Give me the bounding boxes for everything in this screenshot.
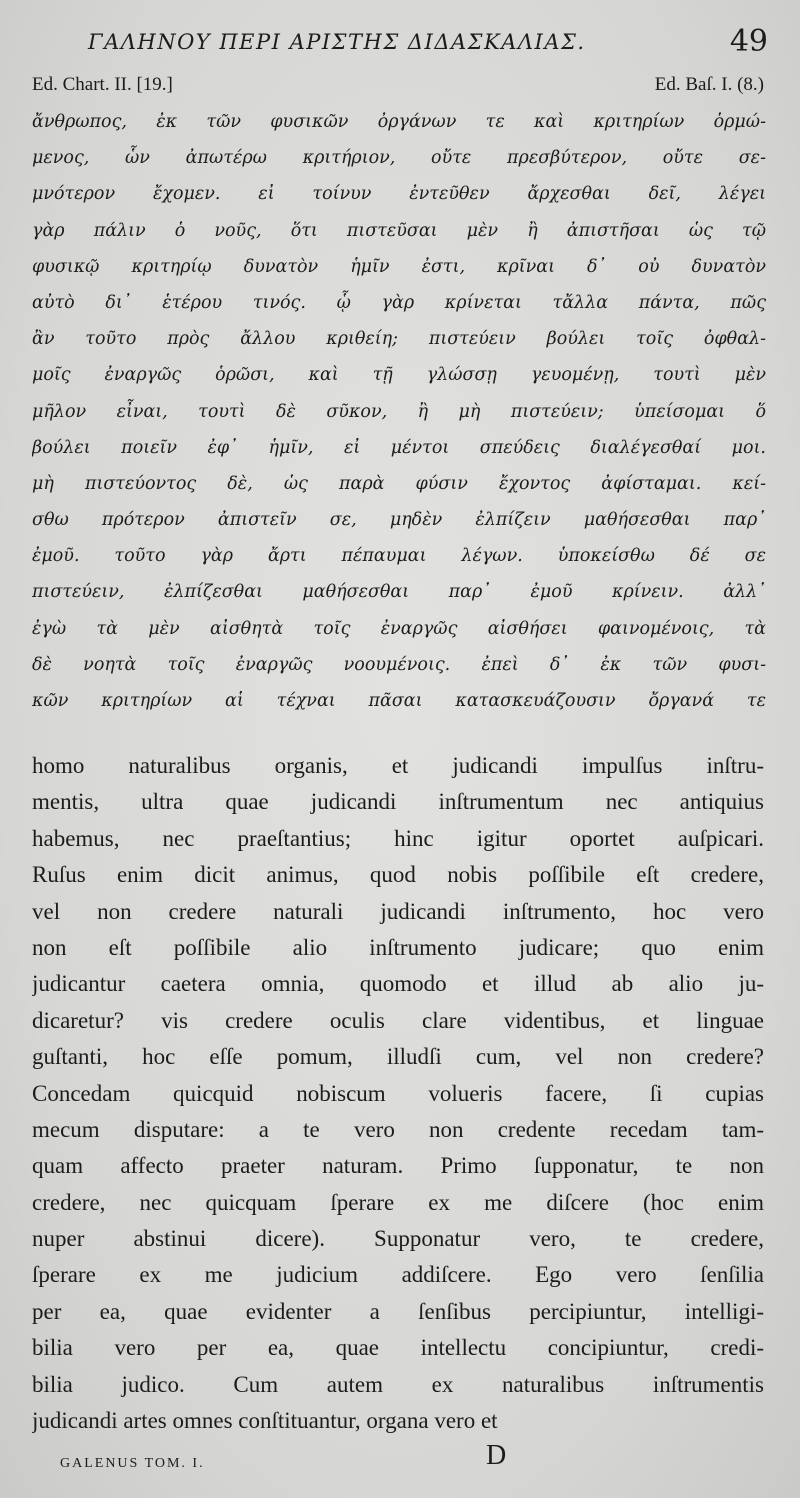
printer-signature-mark: D <box>486 1440 507 1471</box>
latin-text-line: bilia vero per ea, quae intellectu concipiuntur, credi- <box>32 1335 764 1361</box>
greek-text-line: κῶν κριτηρίων αἱ τέχναι πᾶσαι κατασκευάζουσιν ὄργανά τε <box>32 691 766 711</box>
latin-text-line: nuper abstinui dicere). Supponatur vero, te credere, <box>32 1226 764 1252</box>
greek-text-line: μενος, ὧν ἀπωτέρω κριτήριον, οὔτε πρεσβύτερον, οὔτε σε- <box>32 148 766 169</box>
latin-text-line: dicaretur? vis credere oculis clare videntibus, et linguae <box>32 1007 764 1033</box>
greek-text-line: μνότερον ἔχομεν. εἰ τοίνυν ἐντεῦθεν ἄρχεσθαι δεῖ, λέγει <box>32 184 766 205</box>
greek-text-line: ἐγὼ τὰ μὲν αἰσθητὰ τοῖς ἐναργῶς αἰσθήσει φαινομένοις, τὰ <box>32 618 766 639</box>
greek-text-block <box>32 104 766 719</box>
latin-text-line: Ruſus enim dicit animus, quod nobis poſſibile eſt credere, <box>32 862 764 888</box>
latin-text-line: ſperare ex me judicium addiſcere. Ego vero ſenſilia <box>32 1262 764 1288</box>
greek-text-line: ἂν τοῦτο πρὸς ἄλλου κριθείη; πιστεύειν βούλει τοῖς ὀφθαλ- <box>32 329 766 350</box>
greek-text-line: φυσικῷ κριτηρίῳ δυνατὸν ἡμῖν ἐστι, κρῖναι δ᾽ οὐ δυνατὸν <box>32 256 766 277</box>
latin-text-line: quam affecto praeter naturam. Primo ſupponatur, te non <box>32 1153 764 1179</box>
greek-text-line: πιστεύειν, ἐλπίζεσθαι μαθήσεσθαι παρ᾽ ἐμοῦ κρίνειν. ἀλλ᾽ <box>32 582 766 603</box>
latin-text-line: vel non credere naturali judicandi inſtrumento, hoc vero <box>32 898 764 924</box>
latin-text-line: non eſt poſſibile alio inſtrumento judicare; quo enim <box>32 934 764 960</box>
latin-text-line: Concedam quicquid nobiscum volueris facere, ſi cupias <box>32 1080 764 1106</box>
latin-text-line: mecum disputare: a te vero non credente recedam tam- <box>32 1116 764 1142</box>
edition-reference-right: Ed. Baſ. I. (8.) <box>654 74 764 95</box>
greek-text-line: σθω πρότερον ἀπιστεῖν σε, μηδὲν ἐλπίζειν μαθήσεσθαι παρ᾽ <box>32 510 766 531</box>
greek-text-line: αὐτὸ δι᾽ ἑτέρου τινός. ᾧ γὰρ κρίνεται τἄλλα πάντα, πῶς <box>32 292 766 313</box>
latin-text-line: bilia judico. Cum autem ex naturalibus inſtrumentis <box>32 1371 764 1397</box>
latin-text-line: judicantur caetera omnia, quomodo et illud ab alio ju- <box>32 971 764 997</box>
latin-text-line: habemus, nec praeſtantius; hinc igitur oportet auſpicari. <box>32 825 764 851</box>
greek-text-line: μῆλον εἶναι, τουτὶ δὲ σῦκον, ἢ μὴ πιστεύειν; ὑπείσομαι ὅ <box>32 401 766 422</box>
edition-reference-left: Ed. Chart. II. [19.] <box>32 74 173 95</box>
greek-text-line: μὴ πιστεύοντος δὲ, ὡς παρὰ φύσιν ἔχοντος ἀφίσταμαι. κεί- <box>32 473 766 494</box>
latin-text-line: credere, nec quicquam ſperare ex me diſcere (hoc enim <box>32 1189 764 1215</box>
greek-text-line: ἐμοῦ. τοῦτο γὰρ ἄρτι πέπαυμαι λέγων. ὑποκείσθω δέ σε <box>32 546 766 567</box>
greek-text-line: βούλει ποιεῖν ἐφ᾽ ἡμῖν, εἰ μέντοι σπεύδεις διαλέγεσθαί μοι. <box>32 437 766 458</box>
printer-signature-text: GALENUS TOM. I. <box>60 1456 205 1471</box>
latin-text-line: mentis, ultra quae judicandi inſtrumentum nec antiquius <box>32 789 764 815</box>
latin-text-line: homo naturalibus organis, et judicandi impulſus inſtru- <box>32 753 764 778</box>
greek-text-line: μοῖς ἐναργῶς ὁρῶσι, καὶ τῇ γλώσσῃ γευομένῃ, τουτὶ μὲν <box>32 365 766 386</box>
greek-text-line: γὰρ πάλιν ὁ νοῦς, ὅτι πιστεῦσαι μὲν ἢ ἀπιστῆσαι ὡς τῷ <box>32 220 766 241</box>
latin-text-block <box>32 748 764 1439</box>
greek-text-line: ἄνθρωπος, ἐκ τῶν φυσικῶν ὀργάνων τε καὶ κριτηρίων ὁρμώ- <box>32 112 766 132</box>
running-head <box>0 24 800 68</box>
latin-text-line: per ea, quae evidenter a ſenſibus percipiuntur, intelligi- <box>32 1298 764 1324</box>
edition-reference-line <box>0 74 800 102</box>
latin-text-line: guſtanti, hoc eſſe pomum, illudſi cum, vel non credere? <box>32 1044 764 1070</box>
latin-text-line: judicandi artes omnes conſtituantur, organa vero et <box>32 1408 498 1434</box>
greek-text-line: δὲ νοητὰ τοῖς ἐναργῶς νοουμένοις. ἐπεὶ δ᾽ ἐκ τῶν φυσι- <box>32 654 766 675</box>
page-number: 49 <box>729 24 768 59</box>
page-footer <box>0 1440 800 1480</box>
running-head-title: ΓΑΛΗΝΟΥ ΠΕΡΙ ΑΡΙΣΤΗΣ ΔΙΔΑΣΚΑΛΙΑΣ. <box>88 30 586 54</box>
